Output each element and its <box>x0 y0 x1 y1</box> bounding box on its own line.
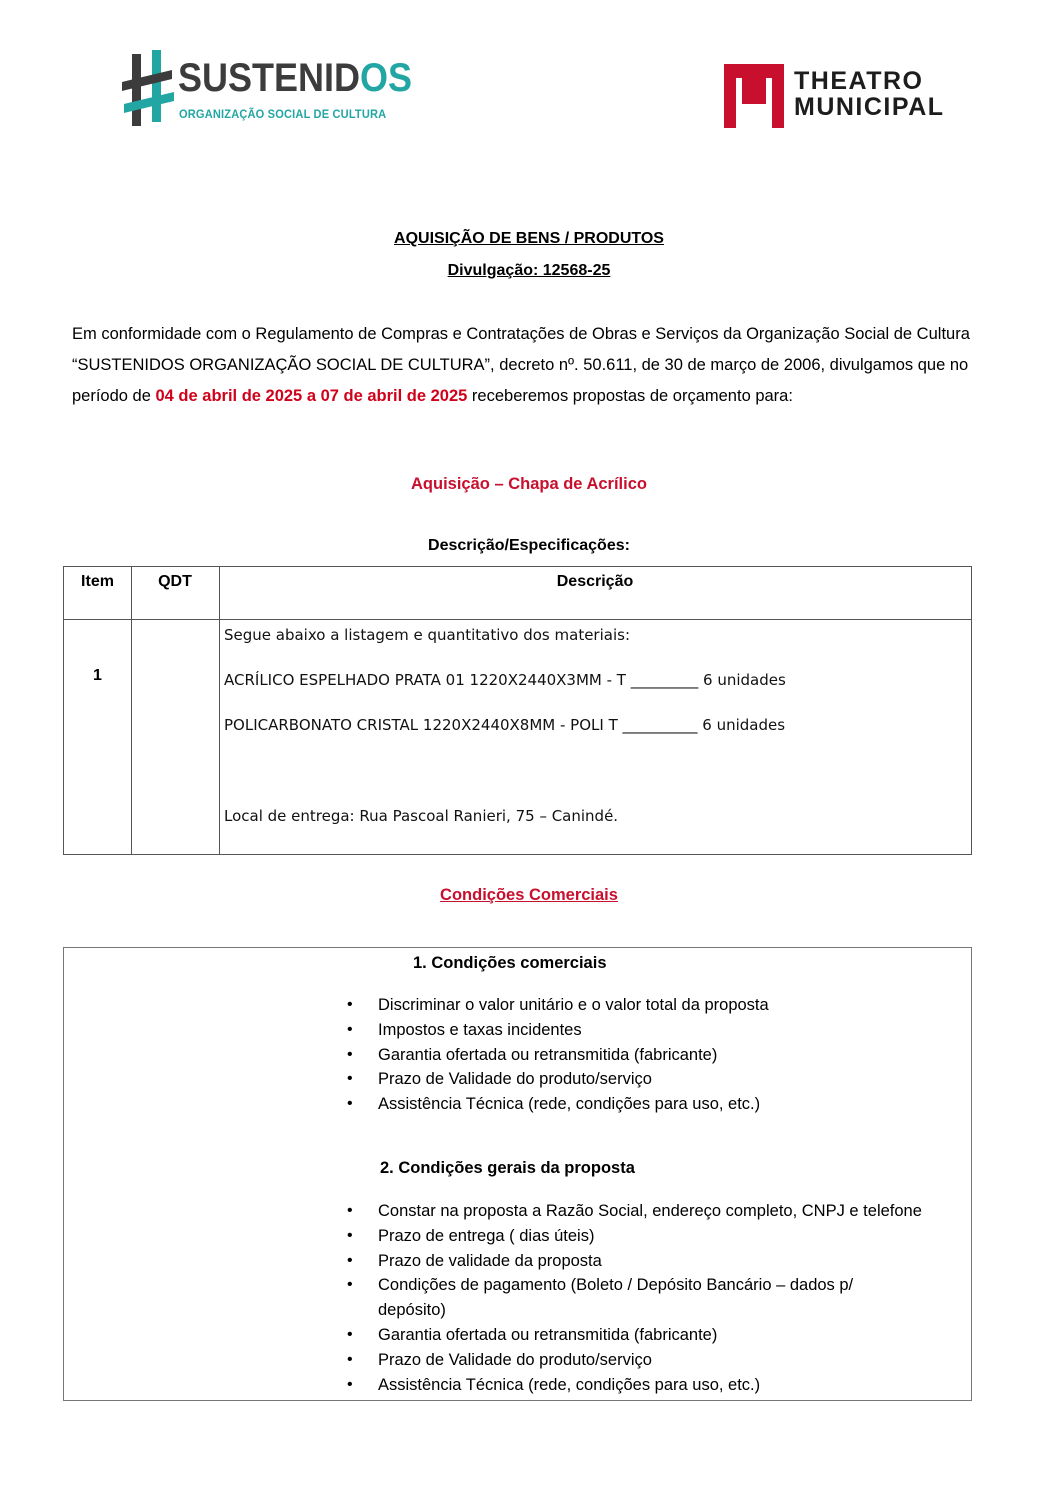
theatre-arch-icon <box>722 64 786 130</box>
table-divider <box>64 619 971 620</box>
description-line: POLICARBONATO CRISTAL 1220X2440X8MM - POLI T __________ 6 unidades <box>224 716 786 734</box>
list-item: • Assistência Técnica (rede, condições para uso, etc.) <box>347 1092 769 1117</box>
description-line: ACRÍLICO ESPELHADO PRATA 01 1220X2440X3MM - T _________ 6 unidades <box>224 671 786 689</box>
logo-subtitle: ORGANIZAÇÃO SOCIAL DE CULTURA <box>179 107 387 121</box>
items-table <box>63 566 972 855</box>
row-item-number: 1 <box>93 667 102 684</box>
list-item: • Prazo de Validade do produto/serviço <box>347 1348 967 1373</box>
intro-text-2: receberemos propostas de orçamento para: <box>467 387 793 405</box>
commercial-conditions-list <box>347 993 769 1117</box>
header-descricao: Descrição <box>556 573 634 590</box>
list-item: • Discriminar o valor unitário e o valor total da proposta <box>347 993 769 1018</box>
list-item: • Prazo de validade da proposta <box>347 1249 967 1274</box>
list-item: • Prazo de entrega ( dias úteis) <box>347 1224 967 1249</box>
intro-text-1: Em conformidade com o Regulamento de Compras e Contratações de Obras e Serviços da Organização Social de Cultura “SUSTENIDOS ORGANIZAÇÃO SOCIAL DE CULTURA”, decreto nº. 50.611, de 30 de março de 2006, divulgamos que no período de <box>72 325 970 405</box>
list-item: • Prazo de Validade do produto/serviço <box>347 1067 769 1092</box>
general-conditions-list <box>347 1199 967 1397</box>
list-item: • Condições de pagamento (Boleto / Depósito Bancário – dados p/ depósito) <box>347 1273 918 1323</box>
conditions-title: Condições Comerciais <box>440 886 618 904</box>
logo-wordmark-suffix: OS <box>360 56 413 100</box>
hash-icon <box>122 48 176 128</box>
intro-period-highlight: 04 de abril de 2025 a 07 de abril de 2025 <box>155 387 468 405</box>
logo-wordmark <box>178 56 412 100</box>
list-item: • Constar na proposta a Razão Social, endereço completo, CNPJ e telefone <box>347 1199 967 1224</box>
table-divider <box>219 567 220 854</box>
sustenidos-logo <box>122 48 413 130</box>
logo-line-2: MUNICIPAL <box>794 93 945 121</box>
list-item: • Garantia ofertada ou retransmitida (fabricante) <box>347 1043 769 1068</box>
logo-line-1: THEATRO <box>794 67 924 95</box>
header-qdt: QDT <box>158 573 192 590</box>
theatro-municipal-logo <box>722 62 972 132</box>
conditions-box <box>63 947 972 1401</box>
table-divider <box>131 567 132 854</box>
divulgacao-number: Divulgação: 12568-25 <box>447 262 611 279</box>
document-title: AQUISIÇÃO DE BENS / PRODUTOS <box>394 230 664 247</box>
logo-wordmark-main: SUSTENID <box>178 56 361 100</box>
list-item: • Garantia ofertada ou retransmitida (fabricante) <box>347 1323 967 1348</box>
intro-paragraph <box>72 319 984 412</box>
description-line: Segue abaixo a listagem e quantitativo dos materiais: <box>224 626 630 644</box>
list-item: • Assistência Técnica (rede, condições para uso, etc.) <box>347 1373 967 1398</box>
logo-text <box>794 68 945 120</box>
header-item: Item <box>81 573 114 590</box>
list-item: • Impostos e taxas incidentes <box>347 1018 769 1043</box>
spec-label: Descrição/Especificações: <box>428 537 630 554</box>
section-heading: 2. Condições gerais da proposta <box>380 1159 635 1177</box>
acquisition-subject: Aquisição – Chapa de Acrílico <box>411 475 647 493</box>
section-heading: 1. Condições comerciais <box>413 954 607 972</box>
delivery-location: Local de entrega: Rua Pascoal Ranieri, 75 – Canindé. <box>224 807 619 825</box>
